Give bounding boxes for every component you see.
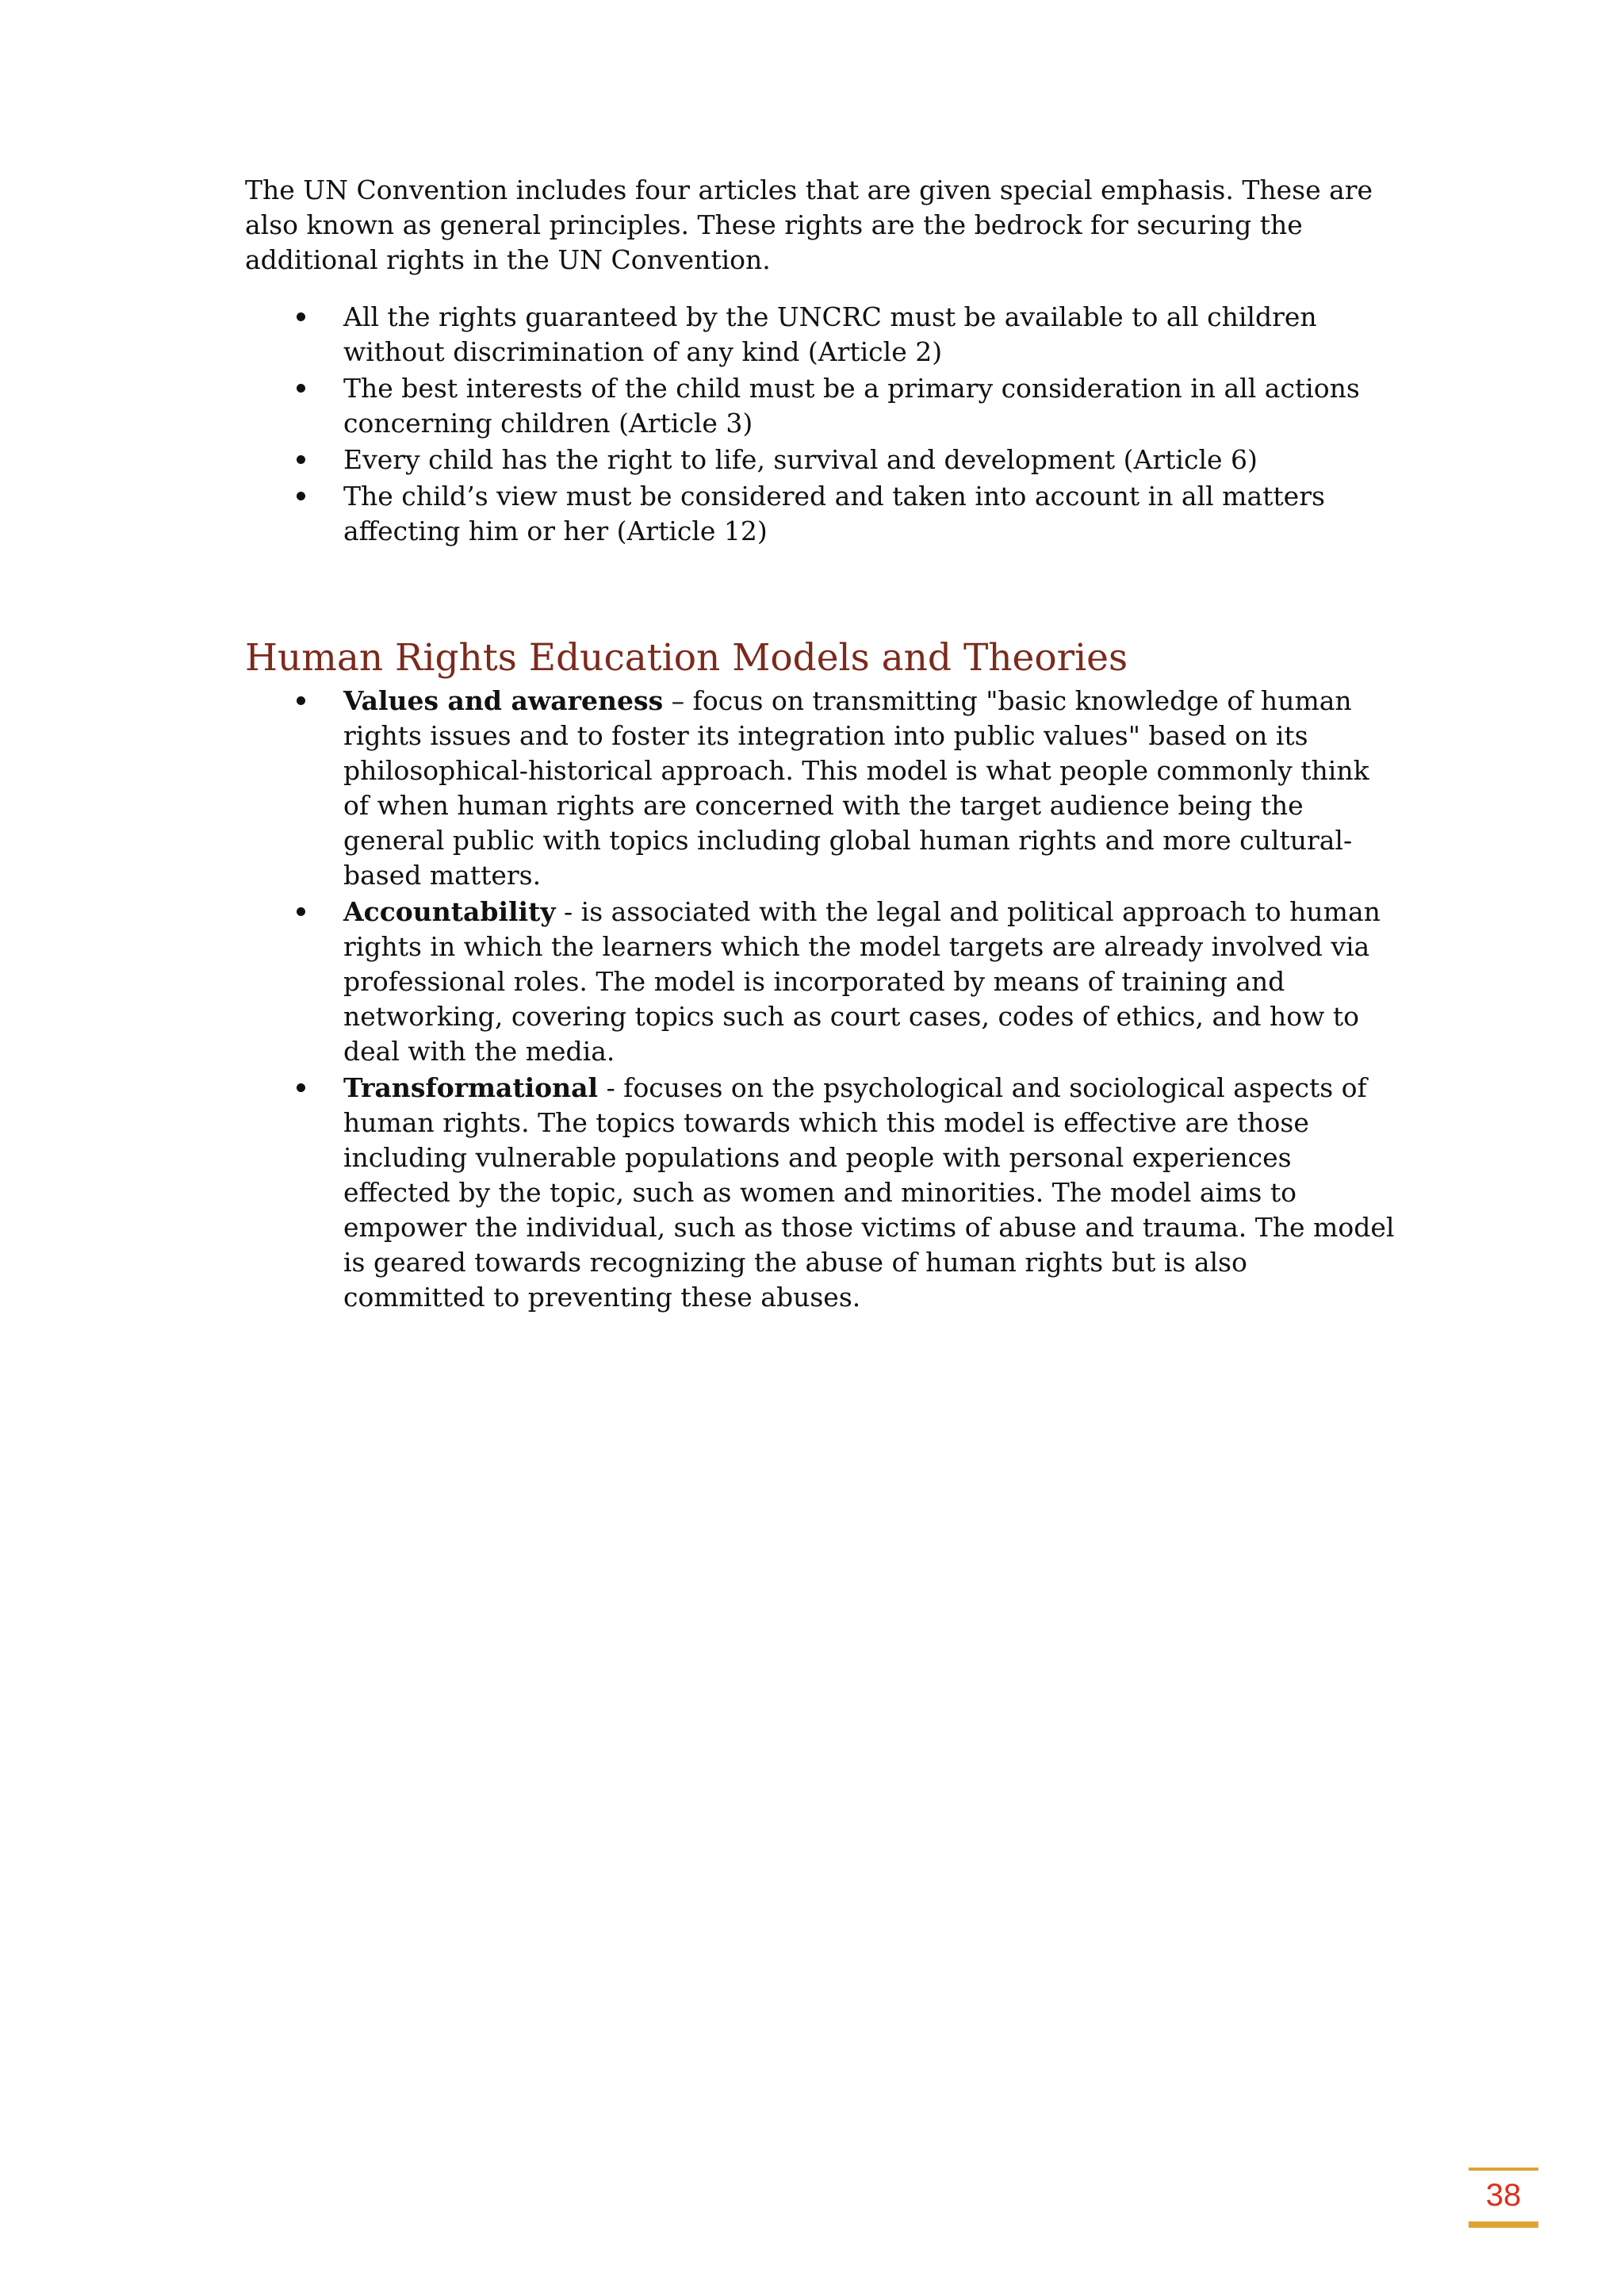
model-term: Accountability [343,896,556,927]
list-item [245,895,1395,1069]
list-item [245,1071,1395,1315]
model-description: – focus on transmitting "basic knowledge of human rights issues and to foster its integration into public values" based on its philosophical-historical approach. This model is what people commonly think of when human rights are concerned with the target audience being the general public with topics including global human rights and more cultural-based matters. [343,685,1369,891]
list-item-text: The child’s view must be considered and taken into account in all matters affecting him or her (Article 12) [343,481,1325,546]
list-item [245,443,1395,477]
bullet-icon [297,1083,305,1092]
list-item [245,684,1395,893]
model-description: - is associated with the legal and political approach to human rights in which the learners which the model targets are already involved via professional roles. The model is incorporated by means of training and networking, covering topics such as court cases, codes of ethics, and how to deal with the media. [343,896,1381,1067]
bullet-icon [297,696,305,705]
list-item [245,371,1395,441]
bullet-icon [297,384,305,393]
bullet-icon [297,492,305,500]
list-item [245,479,1395,549]
intro-paragraph: The UN Convention includes four articles that are given special emphasis. These are also known as general principles. These rights are the bedrock for securing the additional rights in the UN Convention. [245,174,1373,275]
model-description: - focuses on the psychological and sociological aspects of human rights. The topics towards which this model is effective are those including vulnerable populations and people with personal experiences effected by the topic, such as women and minorities. The model aims to empower the individual, such as those victims of abuse and trauma. The model is geared towards recognizing the abuse of human rights but is also committed to preventing these abuses. [343,1072,1395,1313]
list-item-text: The best interests of the child must be a primary consideration in all actions concerning children (Article 3) [343,373,1360,439]
general-principles-list [245,300,1395,550]
page-number: 38 [1469,2168,1538,2228]
list-item-text: All the rights guaranteed by the UNCRC must be available to all children without discrimination of any kind (Article 2) [343,301,1317,367]
model-term: Values and awareness [343,685,664,716]
list-item-text: Every child has the right to life, survival and development (Article 6) [343,444,1258,475]
bullet-icon [297,907,305,916]
bullet-icon [297,455,305,464]
section-heading: Human Rights Education Models and Theories [245,636,1128,680]
education-models-list [245,684,1395,1317]
model-term: Transformational [343,1072,599,1103]
bullet-icon [297,312,305,321]
list-item [245,300,1395,370]
